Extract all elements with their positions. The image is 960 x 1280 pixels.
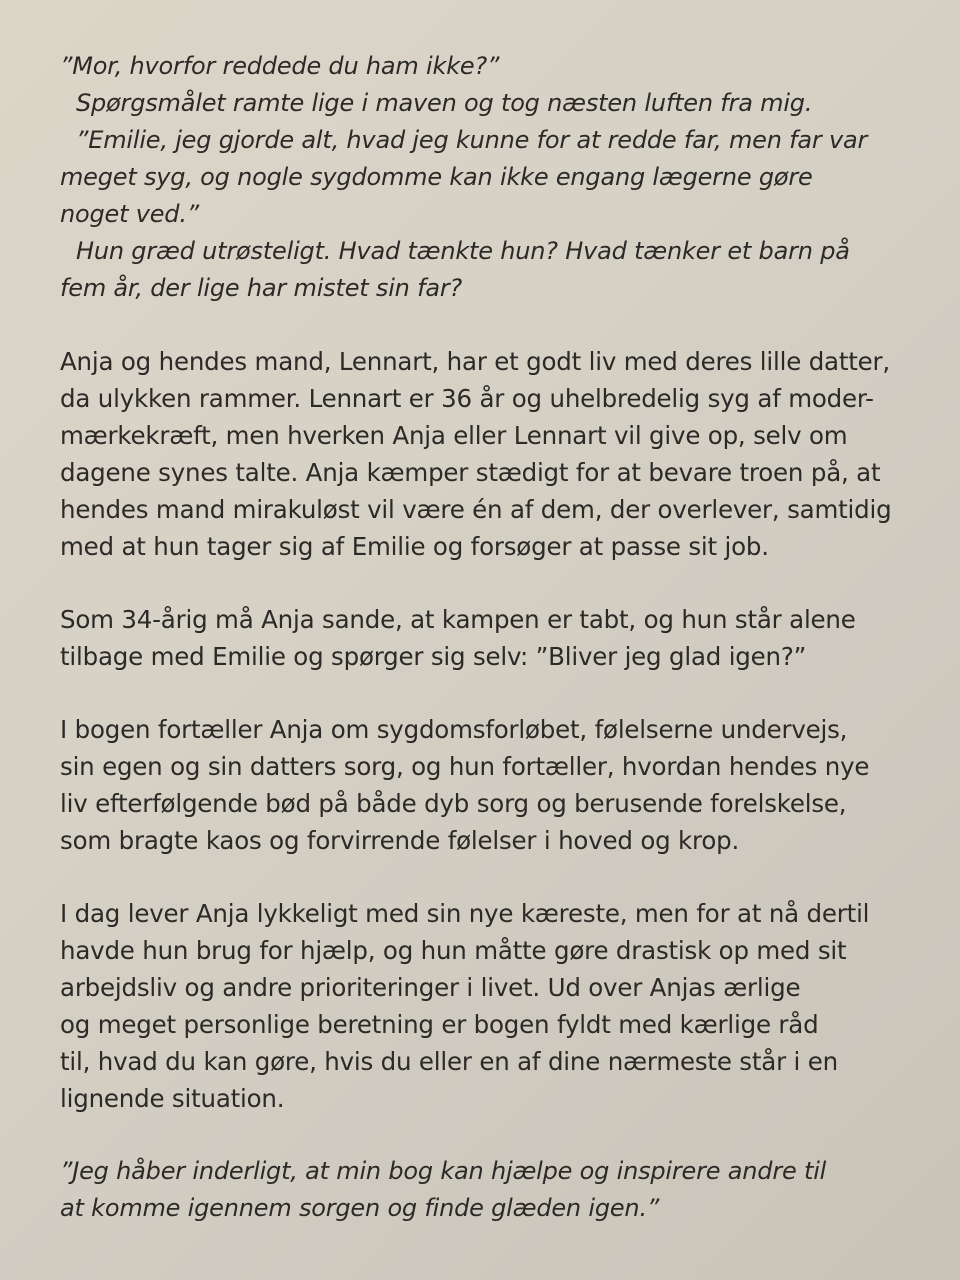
text-line: I bogen fortæller Anja om sygdomsforløbet, følelserne undervejs, xyxy=(60,715,848,744)
text-line: Hun græd utrøsteligt. Hvad tænkte hun? Hvad tænker et barn på xyxy=(76,237,850,265)
text-line: fem år, der lige har mistet sin far? xyxy=(60,274,463,302)
text-line: Spørgsmålet ramte lige i maven og tog næsten luften fra mig. xyxy=(76,89,813,117)
text-line: lignende situation. xyxy=(60,1084,285,1113)
book-back-cover-text xyxy=(60,48,930,1227)
text-line: mærkekræft, men hverken Anja eller Lennart vil give op, selv om xyxy=(60,421,848,450)
paragraph-spacer xyxy=(60,675,930,711)
text-line: noget ved.” xyxy=(60,200,199,228)
text-line: arbejdsliv og andre prioriteringer i livet. Ud over Anjas ærlige xyxy=(60,973,801,1002)
text-line: meget syg, og nogle sygdomme kan ikke engang lægerne gøre xyxy=(60,163,813,191)
text-line: hendes mand mirakuløst vil være én af dem, der overlever, samtidig xyxy=(60,495,892,524)
text-line: som bragte kaos og forvirrende følelser i hoved og krop. xyxy=(60,826,740,855)
paragraph-3 xyxy=(60,711,930,859)
paragraph-spacer xyxy=(60,1117,930,1153)
text-line: Som 34-årig må Anja sande, at kampen er tabt, og hun står alene xyxy=(60,605,856,634)
text-line: havde hun brug for hjælp, og hun måtte gøre drastisk op med sit xyxy=(60,936,847,965)
text-line: ”Jeg håber inderligt, at min bog kan hjælpe og inspirere andre til xyxy=(60,1157,827,1185)
closing-quote xyxy=(60,1153,930,1227)
text-line: I dag lever Anja lykkeligt med sin nye kæreste, men for at nå dertil xyxy=(60,899,870,928)
text-line: at komme igennem sorgen og finde glæden igen.” xyxy=(60,1194,660,1222)
paragraph-2 xyxy=(60,601,930,675)
text-line: tilbage med Emilie og spørger sig selv: ”Bliver jeg glad igen?” xyxy=(60,642,807,671)
text-line: dagene synes talte. Anja kæmper stædigt for at bevare troen på, at xyxy=(60,458,881,487)
text-line: liv efterfølgende bød på både dyb sorg og berusende forelskelse, xyxy=(60,789,847,818)
paragraph-spacer xyxy=(60,859,930,895)
paragraph-4 xyxy=(60,895,930,1117)
text-line: og meget personlige beretning er bogen fyldt med kærlige råd xyxy=(60,1010,819,1039)
text-line: sin egen og sin datters sorg, og hun fortæller, hvordan hendes nye xyxy=(60,752,870,781)
paragraph-spacer xyxy=(60,565,930,601)
paragraph-spacer xyxy=(60,307,930,343)
text-line: til, hvad du kan gøre, hvis du eller en af dine nærmeste står i en xyxy=(60,1047,838,1076)
text-line: med at hun tager sig af Emilie og forsøger at passe sit job. xyxy=(60,532,769,561)
intro-dialogue xyxy=(60,48,930,307)
paragraph-1 xyxy=(60,343,930,565)
text-line: da ulykken rammer. Lennart er 36 år og uhelbredelig syg af moder- xyxy=(60,384,874,413)
text-line: Anja og hendes mand, Lennart, har et godt liv med deres lille datter, xyxy=(60,347,891,376)
text-line: ”Mor, hvorfor reddede du ham ikke?” xyxy=(60,52,500,80)
text-line: ”Emilie, jeg gjorde alt, hvad jeg kunne for at redde far, men far var xyxy=(76,126,868,154)
